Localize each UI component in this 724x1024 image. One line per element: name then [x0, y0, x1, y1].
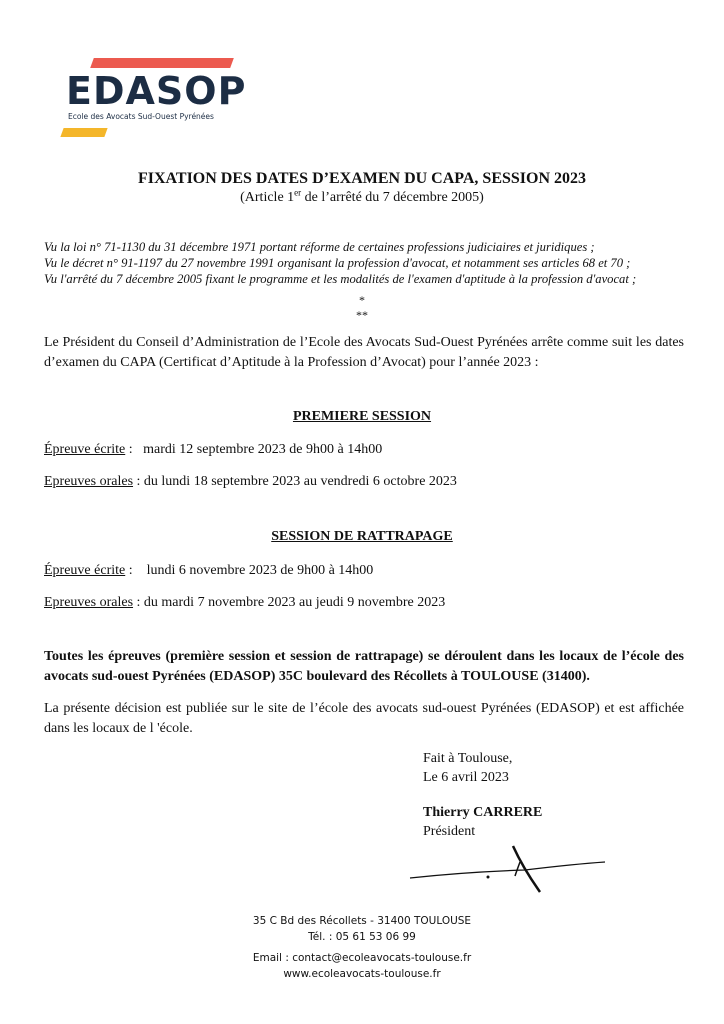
logo-yellow-bar: [60, 128, 107, 137]
separator-star: *: [359, 293, 365, 307]
value: : du mardi 7 novembre 2023 au jeudi 9 novembre 2023: [133, 595, 446, 610]
footer-address: 35 C Bd des Récollets - 31400 TOULOUSE: [252, 915, 472, 927]
document-title: FIXATION DES DATES D’EXAMEN DU CAPA, SESSION 2023: [137, 170, 587, 187]
value: : du lundi 18 septembre 2023 au vendredi 6 octobre 2023: [133, 474, 457, 489]
intro-paragraph: Le Président du Conseil d’Administration de l’Ecole des Avocats Sud-Ouest Pyrénées arrête comme suit les dates d’examen du CAPA (Certificat d’Aptitude à la Profession d’Avocat) pour l’année 2023 :: [44, 335, 684, 370]
label: Epreuves orales: [44, 474, 134, 489]
subtitle-post: de l’arrêté du 7 décembre 2005): [301, 190, 484, 205]
first-oral-exams: [44, 473, 457, 491]
first-session-heading: PREMIERE SESSION: [292, 409, 432, 424]
label: Épreuve écrite: [44, 563, 126, 578]
value: : mardi 12 septembre 2023 de 9h00 à 14h00: [125, 442, 383, 457]
signature-date: Le 6 avril 2023: [423, 770, 509, 785]
footer-email[interactable]: Email : contact@ecoleavocats-toulouse.fr: [252, 952, 472, 964]
publication-paragraph: La présente décision est publiée sur le site de l’école des avocats sud-ouest Pyrénées (EDASOP) et est affichée dans les locaux de l 'école.: [44, 701, 684, 736]
resit-session-heading: SESSION DE RATTRAPAGE: [271, 529, 453, 544]
label: Epreuves orales: [44, 595, 134, 610]
logo-tagline: Ecole des Avocats Sud-Ouest Pyrénées: [68, 112, 214, 121]
signatory-role: Président: [423, 824, 476, 839]
signatory-name: Thierry CARRERE: [423, 805, 543, 820]
legal-reference: Vu la loi n° 71-1130 du 31 décembre 1971 portant réforme de certaines professions judiciaires et juridiques ;: [44, 240, 595, 254]
footer-website[interactable]: www.ecoleavocats-toulouse.fr: [283, 968, 441, 980]
logo: EDASOP: [66, 69, 247, 113]
signature-place: Fait à Toulouse,: [423, 751, 513, 766]
resit-written-exam: [44, 562, 373, 580]
logo-red-bar: [90, 58, 234, 68]
value: : lundi 6 novembre 2023 de 9h00 à 14h00: [125, 563, 374, 578]
legal-reference: Vu l'arrêté du 7 décembre 2005 fixant le programme et les modalités de l'examen d'aptitude à la profession d'avocat ;: [44, 272, 637, 286]
location-paragraph: Toutes les épreuves (première session et session de rattrapage) se déroulent dans les locaux de l’école des avocats sud-ouest Pyrénées (EDASOP) 35C boulevard des Récollets à TOULOUSE (31400).: [44, 649, 684, 684]
document-subtitle: [0, 187, 724, 206]
resit-oral-exams: [44, 594, 445, 612]
handwritten-signature: [405, 842, 615, 900]
legal-reference: Vu le décret n° 91-1197 du 27 novembre 1991 organisant la profession d'avocat, et notamment ses articles 68 et 70 ;: [44, 256, 631, 270]
label: Épreuve écrite: [44, 442, 126, 457]
legal-references: [44, 239, 636, 287]
subtitle-pre: (Article 1: [240, 190, 295, 205]
first-written-exam: [44, 441, 382, 459]
separator-stars: **: [356, 308, 368, 322]
footer-phone: Tél. : 05 61 53 06 99: [308, 931, 416, 943]
subtitle-sup: er: [294, 187, 302, 198]
